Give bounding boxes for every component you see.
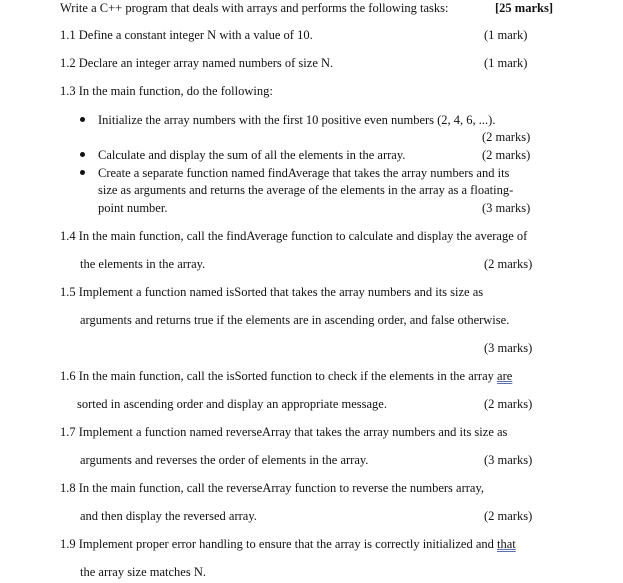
q1-4-line1: 1.4 In the main function, call the findAverage function to calculate and display the average of <box>60 229 528 243</box>
q1-9-line1 <box>60 536 516 552</box>
q1-3-bullet3-marks: (3 marks) <box>482 201 531 215</box>
q1-5-line2: arguments and returns true if the elements are in ascending order, and false otherwise. <box>80 313 510 327</box>
q1-6-line1-text: 1.6 In the main function, call the isSorted function to check if the elements in the array <box>60 369 498 383</box>
q1-3-bullet3-line1: Create a separate function named findAverage that takes the array numbers and its <box>98 166 510 180</box>
q1-7-marks: (3 marks) <box>484 453 533 467</box>
q1-6-marks: (2 marks) <box>484 397 533 411</box>
bullet-icon <box>80 152 85 157</box>
q1-8-line2: and then display the reversed array. <box>80 509 257 523</box>
q1-3-bullet1: Initialize the array numbers with the first 10 positive even numbers (2, 4, 6, ...). <box>98 113 496 127</box>
q1-3-text: 1.3 In the main function, do the following: <box>60 84 273 98</box>
q1-5-line1: 1.5 Implement a function named isSorted that takes the array numbers and its size as <box>60 285 484 299</box>
q1-3-bullet1-marks: (2 marks) <box>482 130 531 144</box>
q1-7-line1: 1.7 Implement a function named reverseArray that takes the array numbers and its size as <box>60 425 508 439</box>
q1-1-text: 1.1 Define a constant integer N with a value of 10. <box>60 28 313 42</box>
q1-8-marks: (2 marks) <box>484 509 533 523</box>
q1-1-marks: (1 mark) <box>484 28 528 42</box>
q1-8-line1: 1.8 In the main function, call the reverseArray function to reverse the numbers array, <box>60 481 485 495</box>
q1-4-line2: the elements in the array. <box>80 257 206 271</box>
intro-text: Write a C++ program that deals with arrays and performs the following tasks: <box>60 1 449 15</box>
q1-6-line2: sorted in ascending order and display an appropriate message. <box>77 397 387 411</box>
q1-2-text: 1.2 Declare an integer array named numbers of size N. <box>60 56 334 70</box>
q1-7-line2: arguments and reverses the order of elements in the array. <box>80 453 369 467</box>
q1-3-bullet2-marks: (2 marks) <box>482 148 531 162</box>
q1-9-line1-text: 1.9 Implement proper error handling to ensure that the array is correctly initialized and <box>60 537 497 551</box>
q1-9-line2: the array size matches N. <box>80 565 206 579</box>
q1-4-marks: (2 marks) <box>484 257 533 271</box>
total-marks: [25 marks] <box>495 1 553 15</box>
q1-3-bullet3-line3: point number. <box>98 201 168 215</box>
bullet-icon <box>80 170 85 175</box>
q1-2-marks: (1 mark) <box>484 56 528 70</box>
bullet-icon <box>80 117 85 122</box>
q1-3-bullet2: Calculate and display the sum of all the elements in the array. <box>98 148 406 162</box>
q1-6-line1 <box>60 368 512 384</box>
q1-9-line1-underlined: that <box>497 537 516 551</box>
q1-6-line1-underlined: are <box>497 369 513 383</box>
q1-5-marks: (3 marks) <box>484 341 533 355</box>
q1-3-bullet3-line2: size as arguments and returns the average of the elements in the array as a floating- <box>98 183 514 197</box>
